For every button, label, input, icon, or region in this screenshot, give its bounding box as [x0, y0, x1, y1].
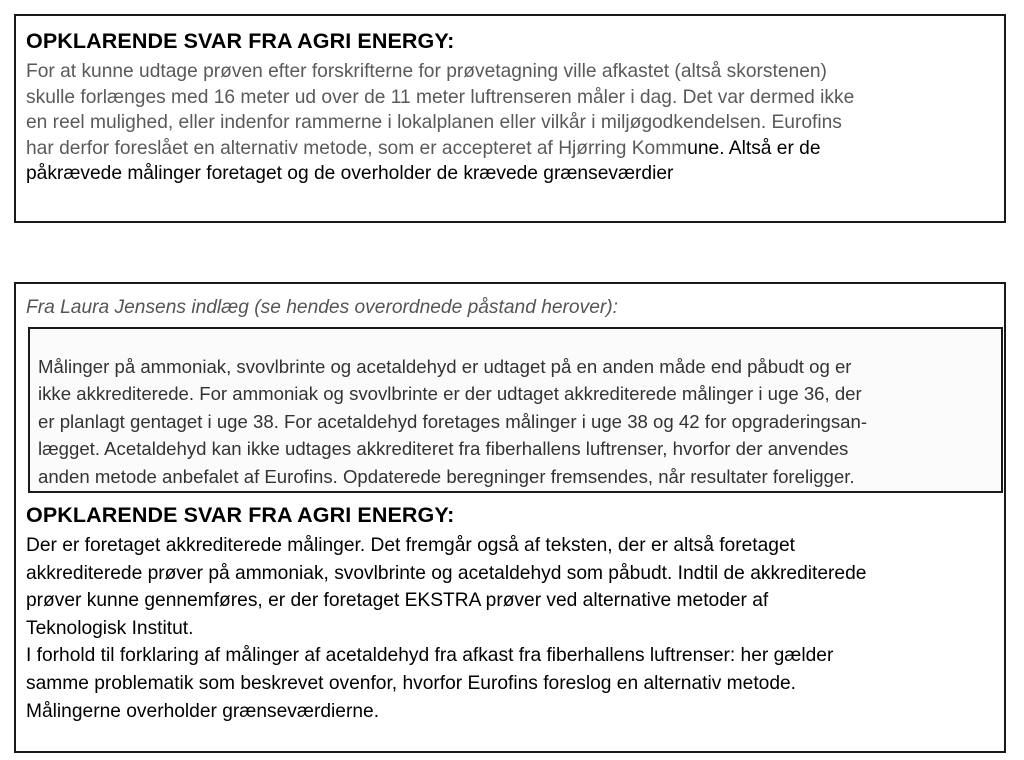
- quote-intro: Fra Laura Jensens indlæg (se hendes overordnede påstand herover):: [26, 297, 618, 318]
- quote-line: er planlagt gentaget i uge 38. For acetaldehyd foretages målinger i uge 38 og 42 for opgraderingsan-: [38, 410, 868, 432]
- section1-line: [26, 136, 854, 162]
- section1-line: [26, 161, 854, 187]
- answer-line: Teknologisk Institut.: [26, 617, 194, 639]
- gray-text: skulle forlænges med 16 meter ud over de 11 meter luftrenseren måler i dag. Det var dermed ikke: [26, 86, 855, 108]
- section1-line: [26, 85, 854, 111]
- section2-heading: OPKLARENDE SVAR FRA AGRI ENERGY:: [26, 503, 455, 527]
- gray-text: en reel mulighed, eller indenfor rammerne i lokalplanen eller vilkår i miljøgodkendelsen. Eurofins: [26, 112, 842, 134]
- section1-heading: OPKLARENDE SVAR FRA AGRI ENERGY:: [26, 29, 455, 53]
- clarification-box-1: [14, 14, 1006, 223]
- answer-line: I forhold til forklaring af målinger af acetaldehyd fra afkast fra fiberhallens luftrenser: her gælder: [26, 645, 834, 667]
- clarification-box-2: [14, 282, 1006, 753]
- gray-text: For at kunne udtage prøven efter forskrifterne for prøvetagning ville afkastet (altså skorstenen): [26, 61, 827, 82]
- quote-line: lægget. Acetaldehyd kan ikke udtages akkrediteret fra fiberhallens luftrenser, hvorfor der anvendes: [38, 438, 849, 460]
- gray-text: har derfor foreslået en alternativ metode, som er accepteret af Hjørring Komm: [26, 137, 688, 159]
- answer-line: Der er foretaget akkrediterede målinger. Det fremgår også af teksten, der er altså foretaget: [26, 535, 795, 556]
- section1-line: [26, 110, 854, 136]
- quoted-excerpt-box: [28, 327, 1003, 493]
- quote-line: Målinger på ammoniak, svovlbrinte og acetaldehyd er udtaget på en anden måde end påbudt og er: [38, 356, 852, 377]
- quote-line: ikke akkrediterede. For ammoniak og svovlbrinte er der udtaget akkrediterede målinger i uge 36, der: [38, 383, 862, 405]
- section2-body: [26, 532, 866, 725]
- section1-body: [26, 59, 854, 187]
- black-text: une. Altså er de: [687, 137, 821, 159]
- answer-line: prøver kunne gennemføres, er der foretaget EKSTRA prøver ved alternative metoder af: [26, 590, 769, 612]
- answer-line: akkrediterede prøver på ammoniak, svovlbrinte og acetaldehyd som påbudt. Indtil de akkrediterede: [26, 562, 867, 584]
- section1-line: [26, 59, 854, 85]
- answer-line: samme problematik som beskrevet ovenfor, hvorfor Eurofins foreslog en alternativ metode.: [26, 672, 796, 694]
- black-text: påkrævede målinger foretaget og de overholder de krævede grænseværdier: [26, 163, 674, 185]
- answer-line: Målingerne overholder grænseværdierne.: [26, 700, 380, 722]
- quote-line: anden metode anbefalet af Eurofins. Opdaterede beregninger fremsendes, når resultater foreligger.: [38, 465, 855, 487]
- quoted-excerpt-text: [38, 353, 867, 490]
